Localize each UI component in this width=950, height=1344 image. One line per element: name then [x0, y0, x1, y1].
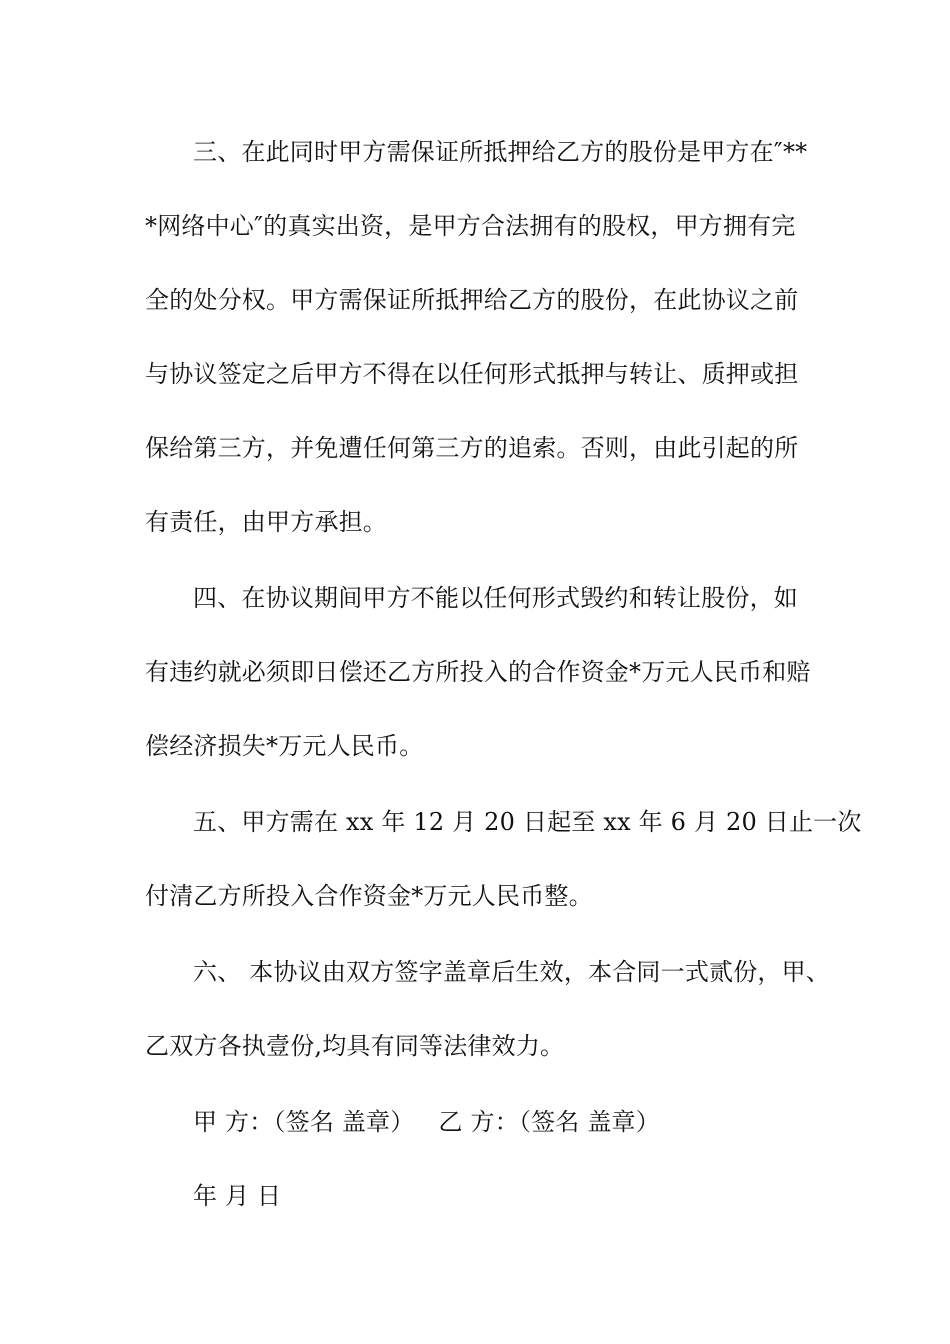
- paragraph-3-line-3: 全的处分权。甲方需保证所抵押给乙方的股份，在此协议之前: [145, 286, 799, 314]
- paragraph-5-line-2: 付清乙方所投入合作资金*万元人民币整。: [145, 882, 593, 910]
- paragraph-4-line-1: 四、在协议期间甲方不能以任何形式毁约和转让股份，如: [193, 584, 798, 612]
- paragraph-4-line-2: 有违约就必须即日偿还乙方所投入的合作资金*万元人民币和赔: [145, 658, 811, 686]
- paragraph-3-line-6: 有责任，由甲方承担。: [145, 508, 387, 536]
- signature-line: [193, 1106, 873, 1138]
- paragraph-5-line-1: 五、甲方需在 xx 年 12 月 20 日起至 xx 年 6 月 20 日止一次: [193, 808, 862, 836]
- paragraph-3-line-2: *网络中心″的真实出资，是甲方合法拥有的股权，甲方拥有完: [145, 212, 796, 240]
- party-b-signature: 乙 方：（签名 盖章）: [438, 1108, 660, 1136]
- paragraph-6-line-2: 乙双方各执壹份,均具有同等法律效力。: [145, 1032, 565, 1060]
- paragraph-6-line-1: 六、 本协议由双方签字盖章后生效，本合同一式贰份，甲、: [193, 958, 831, 986]
- paragraph-3-line-4: 与协议签定之后甲方不得在以任何形式抵押与转让、质押或担: [145, 360, 799, 388]
- party-a-signature: 甲 方：（签名 盖章）: [193, 1108, 415, 1136]
- paragraph-3-line-1: 三、在此同时甲方需保证所抵押给乙方的股份是甲方在″**: [193, 138, 808, 166]
- paragraph-4-line-3: 偿经济损失*万元人民币。: [145, 732, 424, 760]
- date-line: 年 月 日: [193, 1182, 282, 1210]
- paragraph-3-line-5: 保给第三方，并免遭任何第三方的追索。否则，由此引起的所: [145, 434, 799, 462]
